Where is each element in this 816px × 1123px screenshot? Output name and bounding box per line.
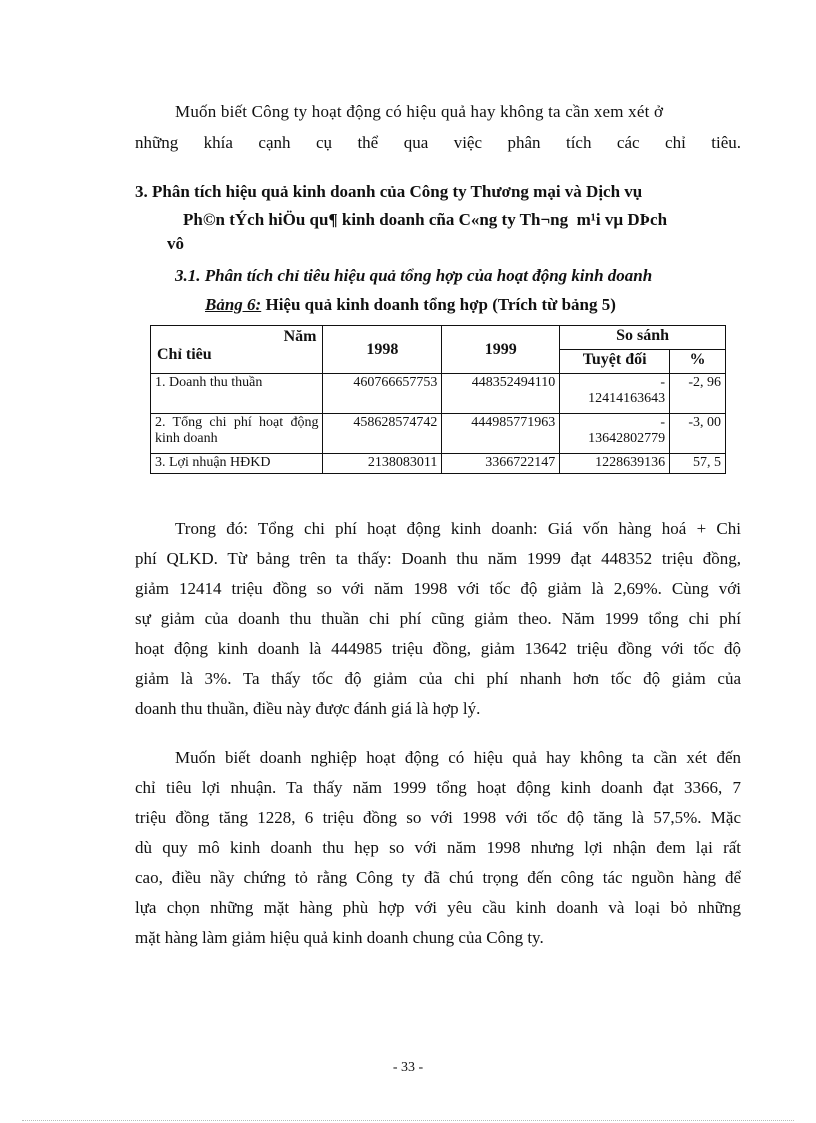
cell-abs-sign: - [660, 375, 666, 390]
table-caption [205, 295, 725, 315]
header-nam: Năm [283, 328, 317, 345]
cell-pct: -3, 00 [670, 414, 726, 454]
section-heading-garbled-cont: vô [167, 234, 184, 253]
row-label: 3. Lợi nhuận HĐKD [151, 454, 323, 474]
cell-abs [560, 454, 670, 474]
cell-1998: 460766657753 [323, 374, 442, 414]
table-caption-label: Bảng 6: [205, 295, 262, 314]
paragraph-1 [135, 514, 741, 724]
para1-line: hoạt động kinh doanh là 444985 triệu đồng, giảm 13642 triệu đồng với tốc độ [135, 639, 741, 658]
table-row [151, 454, 726, 474]
row-label: 1. Doanh thu thuần [151, 374, 323, 414]
table-row [151, 414, 726, 454]
paragraph-2 [135, 743, 741, 953]
cell-abs [560, 414, 670, 454]
header-corner [151, 326, 323, 374]
cell-abs-value: 1228639136 [595, 455, 666, 470]
cell-pct: 57, 5 [670, 454, 726, 474]
cell-abs-value: 13642802779 [588, 431, 666, 446]
para2-line: triệu đồng tăng 1228, 6 triệu đồng so với 1998 với tốc độ tăng là 57,5%. Mặc [135, 808, 741, 827]
cell-1999: 448352494110 [442, 374, 560, 414]
header-so-sanh: So sánh [560, 326, 726, 350]
cell-1998: 2138083011 [323, 454, 442, 474]
para2-line: Muốn biết doanh nghiệp hoạt động có hiệu quả hay không ta cần xét đến [175, 748, 741, 767]
intro-line-1: Muốn biết Công ty hoạt động có hiệu quả hay không ta cần xem xét ở [175, 102, 664, 121]
para1-line: giảm là 3%. Ta thấy tốc độ giảm của chi phí nhanh hơn tốc độ giảm của [135, 669, 741, 688]
row-label: 2. Tổng chi phí hoạt động kinh doanh [151, 414, 323, 454]
page-number: - 33 - [392, 1060, 424, 1075]
para1-line: sự giảm của doanh thu thuần chi phí cũng giảm theo. Năm 1999 tổng chi phí [135, 609, 741, 628]
para1-line: giảm 12414 triệu đồng so với năm 1998 với tốc độ giảm là 2,69%. Cùng với [135, 579, 741, 598]
para2-line: lựa chọn những mặt hàng phù hợp với yêu cầu kinh doanh và loại bỏ những [135, 898, 741, 917]
cell-1998: 458628574742 [323, 414, 442, 454]
cell-abs-value: 12414163643 [588, 391, 666, 406]
intro-line-2: những khía cạnh cụ thể qua việc phân tích các chỉ tiêu. [135, 133, 741, 152]
para1-line: phí QLKD. Từ bảng trên ta thấy: Doanh thu năm 1999 đạt 448352 triệu đồng, [135, 549, 741, 568]
header-percent: % [670, 350, 726, 374]
cell-pct: -2, 96 [670, 374, 726, 414]
para2-line: dù quy mô kinh doanh thu hẹp so với năm 1998 nhưng lợi nhận đem lại rất [135, 838, 741, 857]
cell-1999: 3366722147 [442, 454, 560, 474]
header-1998: 1998 [323, 326, 442, 374]
header-chi-tieu: Chỉ tiêu [157, 346, 212, 363]
para1-line: doanh thu thuần, điều này được đánh giá là hợp lý. [135, 699, 481, 718]
summary-table [150, 325, 726, 474]
cell-abs-sign: - [660, 415, 666, 430]
header-1999: 1999 [442, 326, 560, 374]
cell-abs [560, 374, 670, 414]
para2-line: cao, điều nầy chứng tỏ rằng Công ty đã chú trọng đến công tác nguồn hàng để [135, 868, 741, 887]
table-row [151, 374, 726, 414]
table-caption-text: Hiệu quả kinh doanh tổng hợp (Trích từ bảng 5) [261, 295, 616, 314]
para2-line: mặt hàng làm giảm hiệu quả kinh doanh chung của Công ty. [135, 928, 544, 947]
cell-1999: 444985771963 [442, 414, 560, 454]
para2-line: chỉ tiêu lợi nhuận. Ta thấy năm 1999 tổng hoạt động kinh doanh đạt 3366, 7 [135, 778, 741, 797]
para1-line: Trong đó: Tổng chi phí hoạt động kinh doanh: Giá vốn hàng hoá + Chi [175, 519, 741, 538]
subsection-title: 3.1. Phân tích chỉ tiêu hiệu quả tổng hợp của hoạt động kinh doanh [175, 266, 653, 285]
section-heading: 3. Phân tích hiệu quả kinh doanh của Công ty Thương mại và Dịch vụ [135, 182, 643, 201]
section-heading-garbled: Ph©n tÝch hiÖu qu¶ kinh doanh cña C«ng ty Th¬ng m¹i vµ DÞch [183, 210, 668, 229]
footer-divider [22, 1120, 794, 1121]
header-tuyet-doi: Tuyệt đối [560, 350, 670, 374]
